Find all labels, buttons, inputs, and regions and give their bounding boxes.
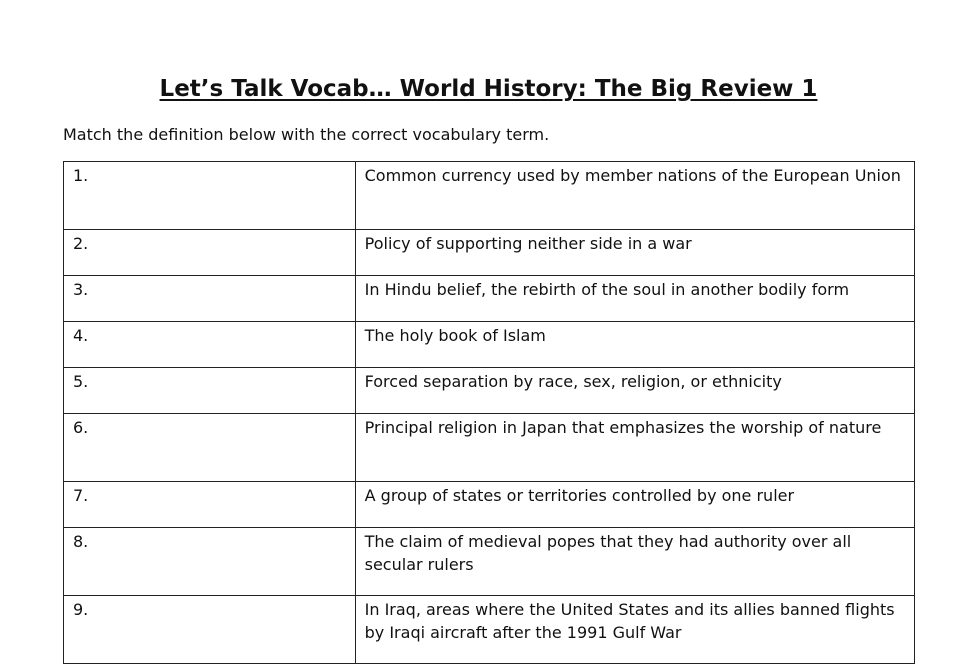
instructions-text: Match the definition below with the correct vocabulary term. [63,125,550,144]
definition-cell: Common currency used by member nations of the European Union [355,162,914,230]
term-number: 2. [64,230,356,276]
table-row [64,596,915,664]
term-number: 1. [64,162,356,230]
term-number: 6. [64,414,356,482]
table-row [64,482,915,528]
table-row [64,414,915,482]
definition-cell: The holy book of Islam [355,322,914,368]
table-row [64,368,915,414]
table-row [64,528,915,596]
vocab-table [63,161,915,664]
term-number: 7. [64,482,356,528]
definition-cell: A group of states or territories controlled by one ruler [355,482,914,528]
definition-cell: In Iraq, areas where the United States and its allies banned flights by Iraqi aircraft after the 1991 Gulf War [355,596,914,664]
worksheet-title: Let’s Talk Vocab… World History: The Big Review 1 [159,76,818,102]
table-row [64,162,915,230]
definition-cell: Forced separation by race, sex, religion, or ethnicity [355,368,914,414]
table-row [64,322,915,368]
table-row [64,230,915,276]
definition-cell: The claim of medieval popes that they had authority over all secular rulers [355,528,914,596]
definition-cell: Policy of supporting neither side in a war [355,230,914,276]
term-number: 4. [64,322,356,368]
term-number: 9. [64,596,356,664]
term-number: 5. [64,368,356,414]
table-row [64,276,915,322]
term-number: 3. [64,276,356,322]
definition-cell: In Hindu belief, the rebirth of the soul in another bodily form [355,276,914,322]
definition-cell: Principal religion in Japan that emphasizes the worship of nature [355,414,914,482]
term-number: 8. [64,528,356,596]
